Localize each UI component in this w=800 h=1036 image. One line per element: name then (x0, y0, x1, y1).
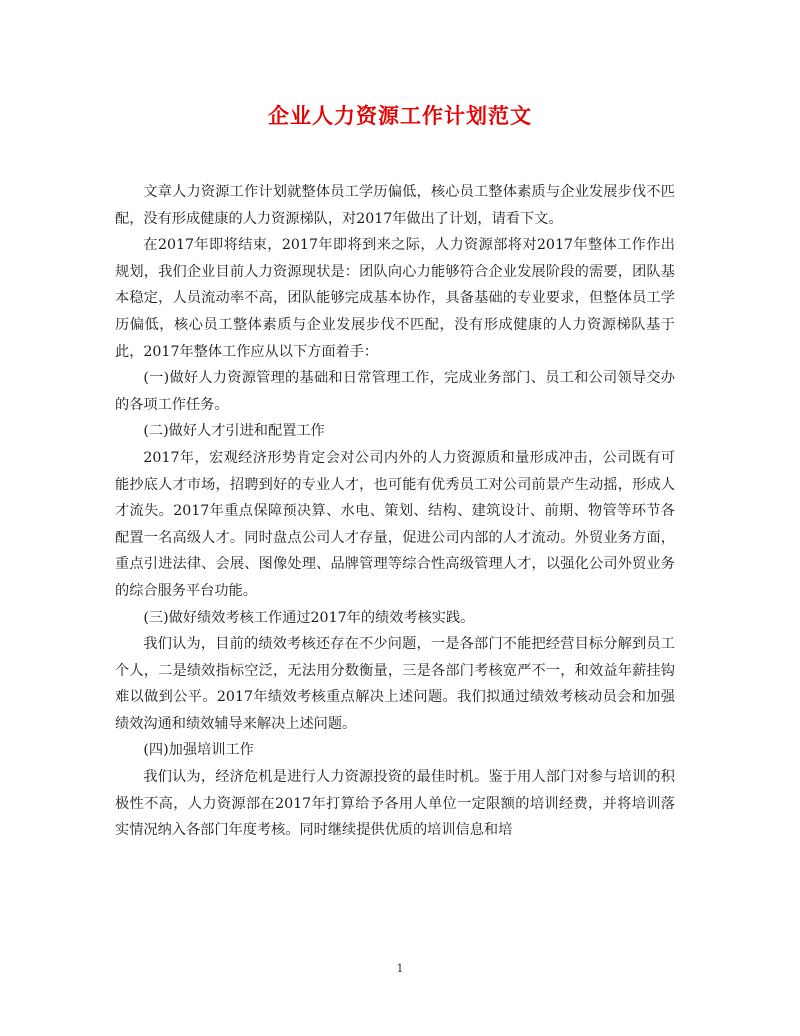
paragraph-training: 我们认为，经济危机是进行人力资源投资的最佳时机。鉴于用人部门对参与培训的积极性不高，人力资源部在2017年打算给予各用人单位一定限额的培训经费，并将培训落实情况纳入各部门年度考核。同时继续提供优质的培训信息和培 (115, 769, 675, 839)
heading-section-2: (二)做好人才引进和配置工作 (143, 423, 325, 440)
paragraph-talent-recruitment: 2017年，宏观经济形势肯定会对公司内外的人力资源质和量形成冲击，公司既有可能抄底人才市场，招聘到好的专业人才，也可能有优秀员工对公司前景产生动摇，形成人才流失。2017年重点保障预决算、水电、策划、结构、建筑设计、前期、物管等环节各配置一名高级人才。同时盘点公司人才存量，促进公司内部的人才流动。外贸业务方面，重点引进法律、会展、图像处理、品牌管理等综合性高级管理人才，以强化公司外贸业务的综合服务平台功能。 (115, 449, 675, 599)
paragraph-intro: 文章人力资源工作计划就整体员工学历偏低，核心员工整体素质与企业发展步伐不匹配，没有形成健康的人力资源梯队，对2017年做出了计划，请看下文。 (115, 184, 675, 227)
heading-section-3: (三)做好绩效考核工作通过2017年的绩效考核实践。 (143, 609, 475, 626)
page-number: 1 (396, 962, 404, 975)
document-body (115, 179, 675, 844)
paragraph-current-status: 在2017年即将结束，2017年即将到来之际，人力资源部将对2017年整体工作作出规划，我们企业目前人力资源现状是：团队向心力能够符合企业发展阶段的需要，团队基本稳定，人员流动率不高，团队能够完成基本协作，具备基础的专业要求，但整体员工学历偏低，核心员工整体素质与企业发展步伐不匹配，没有形成健康的人力资源梯队基于此，2017年整体工作应从以下方面着手： (115, 237, 675, 360)
paragraph-performance-review: 我们认为，目前的绩效考核还存在不少问题，一是各部门不能把经营目标分解到员工个人，二是绩效指标空泛，无法用分数衡量，三是各部门考核宽严不一，和效益年薪挂钩难以做到公平。2017年绩效考核重点解决上述问题。我们拟通过绩效考核动员会和加强绩效沟通和绩效辅导来解决上述问题。 (115, 636, 675, 732)
heading-section-4: (四)加强培训工作 (143, 742, 254, 759)
paragraph-section-1: (一)做好人力资源管理的基础和日常管理工作，完成业务部门、员工和公司领导交办的各项工作任务。 (115, 370, 675, 413)
document-title: 企业人力资源工作计划范文 (268, 103, 532, 128)
